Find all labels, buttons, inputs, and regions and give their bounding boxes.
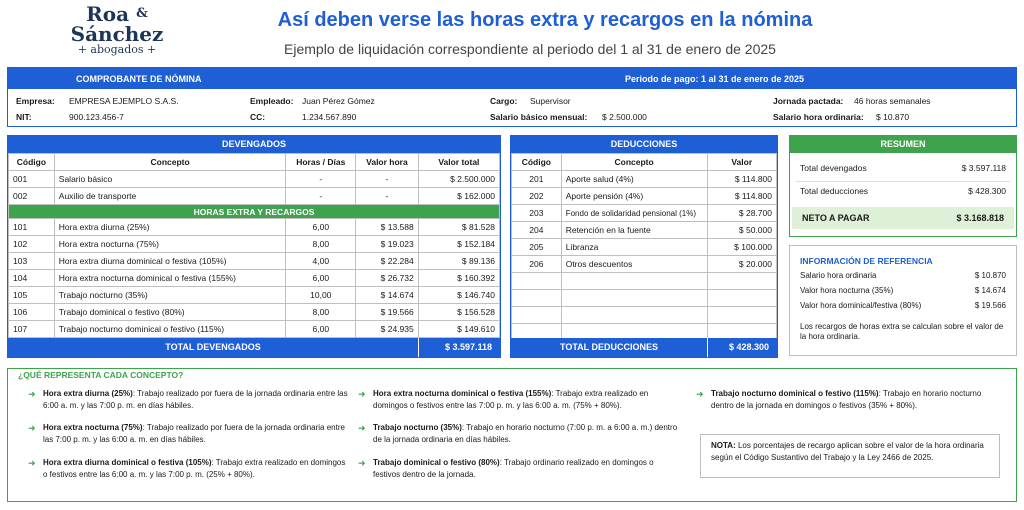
cell-hours: 10,00 xyxy=(286,287,356,304)
deducciones-title: DEDUCCIONES xyxy=(511,136,777,153)
arrow-icon: ➜ xyxy=(358,423,366,433)
cell-total: $ 81.528 xyxy=(418,219,499,236)
arrow-icon: ➜ xyxy=(358,389,366,399)
cc-value: 1.234.567.890 xyxy=(302,112,357,122)
company-logo: Roa & Sánchez + abogados + xyxy=(62,4,172,56)
cell-value: $ 114.800 xyxy=(707,171,776,188)
cell-value: $ 28.700 xyxy=(707,205,776,222)
cell-total: $ 89.136 xyxy=(418,253,499,270)
devengados-total-bar xyxy=(8,338,500,357)
cell-concept: Aporte pensión (4%) xyxy=(561,188,707,205)
arrow-icon: ➜ xyxy=(28,389,36,399)
hora-ordinaria-value: $ 10.870 xyxy=(876,112,910,122)
devengados-total-label: TOTAL DEVENGADOS xyxy=(165,342,261,352)
devengados-table xyxy=(8,153,500,338)
deducciones-total-value: $ 428.300 xyxy=(707,338,777,357)
info-row-label: Valor hora nocturna (35%) xyxy=(800,286,894,295)
item-name: Hora extra diurna dominical o festiva (105%) xyxy=(43,458,212,467)
page-subtitle: Ejemplo de liquidación correspondiente al periodo del 1 al 31 de enero de 2025 xyxy=(284,41,776,57)
info-referencia-panel xyxy=(789,245,1017,356)
page-title: Así deben verse las horas extra y recargos en la nómina xyxy=(277,9,813,31)
item-name: Trabajo nocturno (35%) xyxy=(373,423,462,432)
cell-code: 206 xyxy=(512,256,562,273)
cell-code: 204 xyxy=(512,222,562,239)
neto-label: NETO A PAGAR xyxy=(802,213,870,223)
table-row xyxy=(512,222,777,239)
deducciones-total-label: TOTAL DEDUCCIONES xyxy=(559,342,658,352)
table-row xyxy=(512,256,777,273)
cell-hours: - xyxy=(286,188,356,205)
item-desc: : Trabajo en horario nocturno (7:00 p. m. a 6:00 a. m.) dentro de la jornada ordinaria en días hábiles. xyxy=(373,423,678,444)
item-name: Hora extra diurna (25%) xyxy=(43,389,133,398)
item-desc: : Trabajo realizado por fuera de la jornada ordinaria entre las 7:00 p. m. y las 6:00 a. m. en días hábiles. xyxy=(43,423,345,444)
cell-code: 106 xyxy=(9,304,55,321)
info-row-label: Valor hora dominical/festiva (80%) xyxy=(800,301,922,310)
cargo-label: Cargo: xyxy=(490,96,518,106)
arrow-icon: ➜ xyxy=(28,458,36,468)
neto-a-pagar-row xyxy=(792,207,1014,229)
cell-total: $ 2.500.000 xyxy=(418,171,499,188)
cell-rate: $ 26.732 xyxy=(356,270,419,287)
list-item xyxy=(28,422,348,446)
devengados-panel xyxy=(7,135,501,358)
empty-row xyxy=(512,273,777,290)
cell-code: 203 xyxy=(512,205,562,222)
cell-code: 201 xyxy=(512,171,562,188)
header-bar xyxy=(8,68,1016,89)
cell-code: 107 xyxy=(9,321,55,338)
cell-rate: $ 13.588 xyxy=(356,219,419,236)
jornada-label: Jornada pactada: xyxy=(773,96,844,106)
item-name: Hora extra nocturna dominical o festiva (155%) xyxy=(373,389,552,398)
cell-total: $ 152.184 xyxy=(418,236,499,253)
cell-hours: 6,00 xyxy=(286,321,356,338)
table-row xyxy=(9,188,500,205)
table-row xyxy=(512,188,777,205)
table-row xyxy=(9,219,500,236)
cell-total: $ 156.528 xyxy=(418,304,499,321)
cell-rate: $ 24.935 xyxy=(356,321,419,338)
table-row xyxy=(9,253,500,270)
col-horas: Horas / Días xyxy=(286,154,356,171)
cell-code: 205 xyxy=(512,239,562,256)
item-desc: : Trabajo realizado por fuera de la jornada ordinaria entre las 6:00 a. m. y las 7:00 p. m. en días hábiles. xyxy=(43,389,348,410)
cell-hours: - xyxy=(286,171,356,188)
horas-extra-subheader xyxy=(9,205,500,219)
cell-concept: Trabajo dominical o festivo (80%) xyxy=(54,304,286,321)
cell-code: 103 xyxy=(9,253,55,270)
list-item xyxy=(358,388,678,412)
explicacion-title: ¿QUÉ REPRESENTA CADA CONCEPTO? xyxy=(18,370,184,380)
cell-rate: $ 19.566 xyxy=(356,304,419,321)
cell-value: $ 114.800 xyxy=(707,188,776,205)
cell-code: 002 xyxy=(9,188,55,205)
list-item xyxy=(28,388,348,412)
cell-code: 104 xyxy=(9,270,55,287)
deducciones-total-bar xyxy=(511,338,777,357)
list-item xyxy=(358,457,678,481)
info-row-value: $ 19.566 xyxy=(974,301,1006,310)
item-desc: : Trabajo extra realizado en domingos o festivos entre las 6:00 a. m. y las 7:00 p. m. (25% + 80%). xyxy=(43,458,346,479)
resumen-ded-value: $ 428.300 xyxy=(968,186,1006,196)
devengados-header-row xyxy=(9,154,500,171)
cell-concept: Trabajo nocturno (35%) xyxy=(54,287,286,304)
cell-concept: Otros descuentos xyxy=(561,256,707,273)
nota-text: Los porcentajes de recargo aplican sobre el valor de la hora ordinaria según el Código Sustantivo del Trabajo y la Ley 2466 de 2025. xyxy=(711,441,984,462)
cc-label: CC: xyxy=(250,112,266,122)
header-period: Periodo de pago: 1 al 31 de enero de 2025 xyxy=(625,74,805,84)
table-row xyxy=(9,171,500,188)
item-desc: : Trabajo extra realizado en domingos o festivos entre las 7:00 p. m. y las 6:00 a. m. (75% + 80%). xyxy=(373,389,649,410)
cell-concept: Hora extra diurna (25%) xyxy=(54,219,286,236)
resumen-title: RESUMEN xyxy=(790,136,1016,153)
cell-concept: Hora extra diurna dominical o festiva (105%) xyxy=(54,253,286,270)
cell-code: 102 xyxy=(9,236,55,253)
item-desc: : Trabajo en horario nocturno dentro de la jornada en domingos o festivos (35% + 80%). xyxy=(711,389,982,410)
cell-rate: - xyxy=(356,171,419,188)
logo-line-2: Sánchez xyxy=(70,22,164,46)
cell-total: $ 146.740 xyxy=(418,287,499,304)
cell-concept: Hora extra nocturna dominical o festiva (155%) xyxy=(54,270,286,287)
cell-hours: 6,00 xyxy=(286,219,356,236)
info-title: INFORMACIÓN DE REFERENCIA xyxy=(800,256,933,266)
col-concepto: Concepto xyxy=(561,154,707,171)
col-valor-total: Valor total xyxy=(418,154,499,171)
table-row xyxy=(9,287,500,304)
cell-value: $ 100.000 xyxy=(707,239,776,256)
cell-concept: Aporte salud (4%) xyxy=(561,171,707,188)
empty-row xyxy=(512,290,777,307)
hora-ordinaria-label: Salario hora ordinaria: xyxy=(773,112,864,122)
list-item xyxy=(28,457,348,481)
cell-total: $ 160.392 xyxy=(418,270,499,287)
empleado-label: Empleado: xyxy=(250,96,294,106)
empty-row xyxy=(512,307,777,324)
cell-hours: 6,00 xyxy=(286,270,356,287)
item-desc: : Trabajo ordinario realizado en domingos o festivos dentro de la jornada. xyxy=(373,458,654,479)
explicacion-panel xyxy=(7,368,1017,502)
table-row xyxy=(512,171,777,188)
empresa-value: EMPRESA EJEMPLO S.A.S. xyxy=(69,96,179,106)
list-item xyxy=(696,388,996,412)
col-concepto: Concepto xyxy=(54,154,286,171)
cell-hours: 4,00 xyxy=(286,253,356,270)
table-row xyxy=(9,236,500,253)
cell-value: $ 20.000 xyxy=(707,256,776,273)
table-row xyxy=(9,304,500,321)
table-row xyxy=(9,270,500,287)
cell-code: 202 xyxy=(512,188,562,205)
table-row xyxy=(512,239,777,256)
resumen-dev-label: Total devengados xyxy=(800,163,867,173)
col-valor-hora: Valor hora xyxy=(356,154,419,171)
payroll-header xyxy=(7,67,1017,127)
info-row-label: Salario hora ordinaria xyxy=(800,271,877,280)
arrow-icon: ➜ xyxy=(696,389,704,399)
col-codigo: Código xyxy=(512,154,562,171)
info-row-value: $ 10.870 xyxy=(974,271,1006,280)
cell-code: 001 xyxy=(9,171,55,188)
info-note: Los recargos de horas extra se calculan sobre el valor de la hora ordinaria. xyxy=(800,322,1004,341)
cargo-value: Supervisor xyxy=(530,96,571,106)
cell-concept: Fondo de solidaridad pensional (1%) xyxy=(561,205,707,222)
cell-total: $ 162.000 xyxy=(418,188,499,205)
header-left-title: COMPROBANTE DE NÓMINA xyxy=(76,74,202,84)
resumen-dev-value: $ 3.597.118 xyxy=(961,163,1006,173)
neto-value: $ 3.168.818 xyxy=(956,213,1004,223)
arrow-icon: ➜ xyxy=(358,458,366,468)
nit-label: NIT: xyxy=(16,112,32,122)
deducciones-panel xyxy=(510,135,778,358)
cell-code: 101 xyxy=(9,219,55,236)
logo-line-3: abogados xyxy=(90,43,144,56)
info-row-value: $ 14.674 xyxy=(974,286,1006,295)
item-name: Trabajo nocturno dominical o festivo (115%) xyxy=(711,389,879,398)
logo-line-1: Roa xyxy=(86,2,130,26)
devengados-total-value: $ 3.597.118 xyxy=(418,338,500,357)
col-codigo: Código xyxy=(9,154,55,171)
cell-rate: $ 19.023 xyxy=(356,236,419,253)
cell-hours: 8,00 xyxy=(286,236,356,253)
deducciones-table xyxy=(511,153,777,341)
salario-value: $ 2.500.000 xyxy=(602,112,647,122)
jornada-value: 46 horas semanales xyxy=(854,96,931,106)
cell-concept: Retención en la fuente xyxy=(561,222,707,239)
table-row xyxy=(512,205,777,222)
cell-rate: $ 22.284 xyxy=(356,253,419,270)
cell-value: $ 50.000 xyxy=(707,222,776,239)
cell-rate: $ 14.674 xyxy=(356,287,419,304)
cell-concept: Salario básico xyxy=(54,171,286,188)
item-name: Trabajo dominical o festivo (80%) xyxy=(373,458,500,467)
cell-concept: Hora extra nocturna (75%) xyxy=(54,236,286,253)
nota-box xyxy=(700,434,1000,478)
list-item xyxy=(358,422,678,446)
cell-hours: 8,00 xyxy=(286,304,356,321)
nota-label: NOTA: xyxy=(711,441,736,450)
arrow-icon: ➜ xyxy=(28,423,36,433)
empleado-value: Juan Pérez Gómez xyxy=(302,96,375,106)
cell-rate: - xyxy=(356,188,419,205)
subheader-label: HORAS EXTRA Y RECARGOS xyxy=(9,205,500,219)
deducciones-header-row xyxy=(512,154,777,171)
resumen-panel xyxy=(789,135,1017,237)
cell-concept: Trabajo nocturno dominical o festivo (115%) xyxy=(54,321,286,338)
cell-concept: Auxilio de transporte xyxy=(54,188,286,205)
logo-ampersand: & xyxy=(136,6,148,21)
col-valor: Valor xyxy=(707,154,776,171)
empresa-label: Empresa: xyxy=(16,96,55,106)
item-name: Hora extra nocturna (75%) xyxy=(43,423,143,432)
nit-value: 900.123.456-7 xyxy=(69,112,124,122)
table-row xyxy=(9,321,500,338)
resumen-ded-label: Total deducciones xyxy=(800,186,869,196)
cell-total: $ 149.610 xyxy=(418,321,499,338)
devengados-title: DEVENGADOS xyxy=(8,136,500,153)
cell-concept: Libranza xyxy=(561,239,707,256)
salario-label: Salario básico mensual: xyxy=(490,112,588,122)
cell-code: 105 xyxy=(9,287,55,304)
